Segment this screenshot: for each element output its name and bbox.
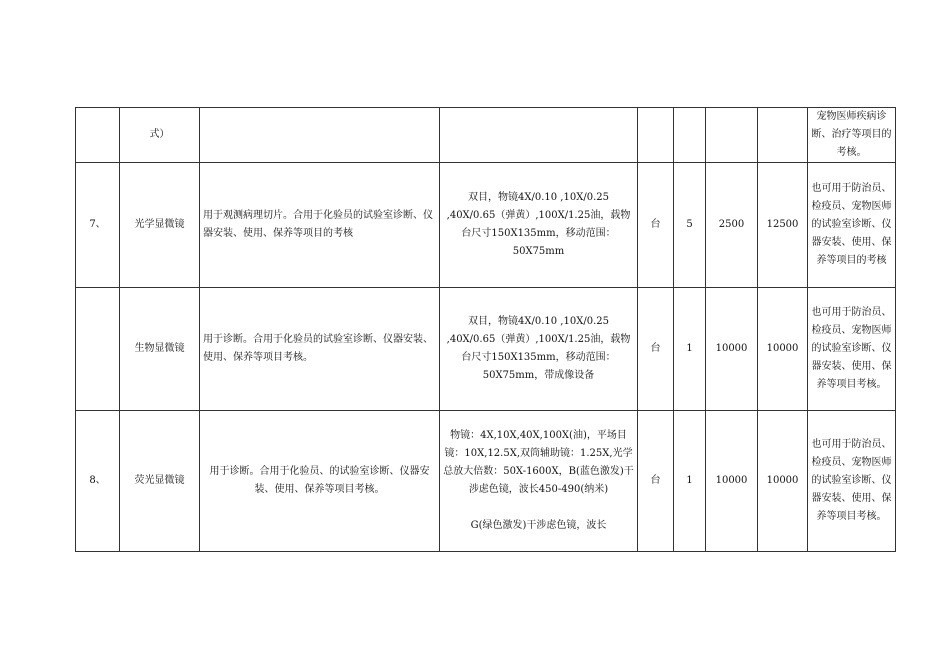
total-price-cell: 12500 bbox=[758, 163, 808, 288]
item-number-cell bbox=[76, 108, 120, 163]
item-number-cell: 7、 bbox=[76, 163, 120, 288]
equipment-table bbox=[75, 107, 896, 552]
line-gap bbox=[443, 499, 634, 517]
total-price-cell: 10000 bbox=[758, 288, 808, 411]
remarks-cell: 也可用于防治员、检疫员、宠物医师的试验室诊断、仪器安装、使用、保养等项目考核。 bbox=[808, 411, 896, 552]
specification-text: 物镜：4X,10X,40X,100X(油)，平场目镜：10X,12.5X,双筒辅助镜：1.25X,光学总放大倍数：50X-1600X，B(蓝色激发)干涉虑色镜，波长450-490(纳米) bbox=[443, 430, 634, 495]
unit-price-cell: 10000 bbox=[706, 288, 758, 411]
table-row bbox=[76, 163, 896, 288]
quantity-cell: 1 bbox=[674, 288, 706, 411]
equipment-name-cell: 荧光显微镜 bbox=[120, 411, 200, 552]
total-price-cell bbox=[758, 108, 808, 163]
usage-cell bbox=[200, 108, 440, 163]
table-row bbox=[76, 288, 896, 411]
unit-cell bbox=[638, 108, 674, 163]
specification-cell: 双目，物镜4X/0.10 ,10X/0.25 ,40X/0.65（弹黄）,100X/1.25油，载物台尺寸150X135mm，移动范围：50X75mm，带成像设备 bbox=[440, 288, 638, 411]
table-row bbox=[76, 411, 896, 552]
equipment-name-cell: 生物显微镜 bbox=[120, 288, 200, 411]
unit-price-cell bbox=[706, 108, 758, 163]
unit-cell: 台 bbox=[638, 411, 674, 552]
total-price-cell: 10000 bbox=[758, 411, 808, 552]
table-row bbox=[76, 108, 896, 163]
quantity-cell: 1 bbox=[674, 411, 706, 552]
unit-price-cell: 2500 bbox=[706, 163, 758, 288]
specification-cell bbox=[440, 108, 638, 163]
item-number-cell bbox=[76, 288, 120, 411]
remarks-cell: 也可用于防治员、检疫员、宠物医师的试验室诊断、仪器安装、使用、保养等项目考核。 bbox=[808, 288, 896, 411]
specification-text-continued: G(绿色激发)干涉虑色镜，波长 bbox=[470, 520, 607, 531]
quantity-cell bbox=[674, 108, 706, 163]
usage-cell: 用于诊断。合用于化验员的试验室诊断、仪器安装、使用、保养等项目考核。 bbox=[200, 288, 440, 411]
specification-cell: 双目，物镜4X/0.10 ,10X/0.25 ,40X/0.65（弹黄）,100X/1.25油，载物台尺寸150X135mm，移动范围：50X75mm bbox=[440, 163, 638, 288]
equipment-name-cell: 式） bbox=[120, 108, 200, 163]
item-number-cell: 8、 bbox=[76, 411, 120, 552]
unit-price-cell: 10000 bbox=[706, 411, 758, 552]
specification-cell bbox=[440, 411, 638, 552]
quantity-cell: 5 bbox=[674, 163, 706, 288]
usage-cell: 用于诊断。合用于化验员、的试验室诊断、仪器安装、使用、保养等项目考核。 bbox=[200, 411, 440, 552]
unit-cell: 台 bbox=[638, 288, 674, 411]
remarks-cell: 宠物医师疾病诊断、治疗等项目的考核。 bbox=[808, 108, 896, 163]
usage-cell: 用于观测病理切片。合用于化验员的试验室诊断、仪器安装、使用、保养等项目的考核 bbox=[200, 163, 440, 288]
equipment-name-cell: 光学显微镜 bbox=[120, 163, 200, 288]
remarks-cell: 也可用于防治员、检疫员、宠物医师的试验室诊断、仪器安装、使用、保养等项目的考核 bbox=[808, 163, 896, 288]
unit-cell: 台 bbox=[638, 163, 674, 288]
